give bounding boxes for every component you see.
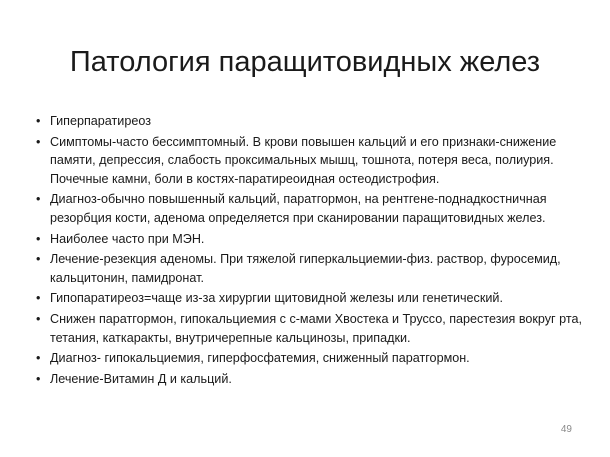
- bullet-item: [36, 289, 588, 308]
- bullet-item: [36, 310, 588, 347]
- bullet-item: [36, 349, 588, 368]
- bullet-marker: •: [36, 192, 41, 207]
- bullet-marker: •: [36, 252, 41, 267]
- bullet-marker: •: [36, 311, 41, 326]
- bullet-marker: •: [36, 134, 41, 149]
- slide-title: Патология паращитовидных желез: [69, 46, 541, 78]
- bullet-text: Снижен паратгормон, гипокальциемия с с-мами Хвостека и Труссо, парестезия вокруг рта, тетания, каткаракты, внутричерепные кальцинозы, припадки.: [50, 311, 583, 345]
- bullet-text: Диагноз- гипокальциемия, гиперфосфатемия, сниженный паратгормон.: [50, 351, 470, 366]
- bullet-item: [36, 112, 588, 131]
- bullet-text: Гипопаратиреоз=чаще из-за хирургии щитовидной железы или генетический.: [50, 291, 503, 306]
- bullet-item: [36, 370, 588, 389]
- bullet-text: Гиперпаратиреоз: [50, 114, 151, 128]
- bullet-item: [36, 230, 588, 249]
- bullet-text: Лечение-Витамин Д и кальций.: [50, 371, 232, 386]
- bullet-marker: •: [36, 231, 41, 246]
- bullet-item: [36, 133, 588, 189]
- bullet-list: [36, 112, 588, 390]
- bullet-marker: •: [36, 291, 41, 306]
- bullet-marker: •: [36, 351, 41, 366]
- bullet-item: [36, 250, 588, 287]
- bullet-text: Диагноз-обычно повышенный кальций, паратгормон, на рентгене-поднадкостничная резорбция кости, аденома определяется при сканировании паращитовидных желез.: [50, 192, 547, 225]
- bullet-text: Наиболее часто при МЭН.: [50, 231, 205, 246]
- page-number: 49: [560, 424, 572, 435]
- bullet-text: Лечение-резекция аденомы. При тяжелой гиперкальциемии-физ. раствор, фуросемид, кальцитонин, памидронат.: [50, 252, 561, 285]
- bullet-marker: •: [36, 114, 41, 128]
- bullet-text: Симптомы-часто бессимптомный. В крови повышен кальций и его признаки-снижение памяти, депрессия, слабость проксимальных мышц, тошнота, потеря веса, полиурия. Почечные камни, боли в костях-паратиреоидная остеодистрофия.: [50, 134, 557, 186]
- bullet-marker: •: [36, 371, 41, 386]
- bullet-item: [36, 190, 588, 227]
